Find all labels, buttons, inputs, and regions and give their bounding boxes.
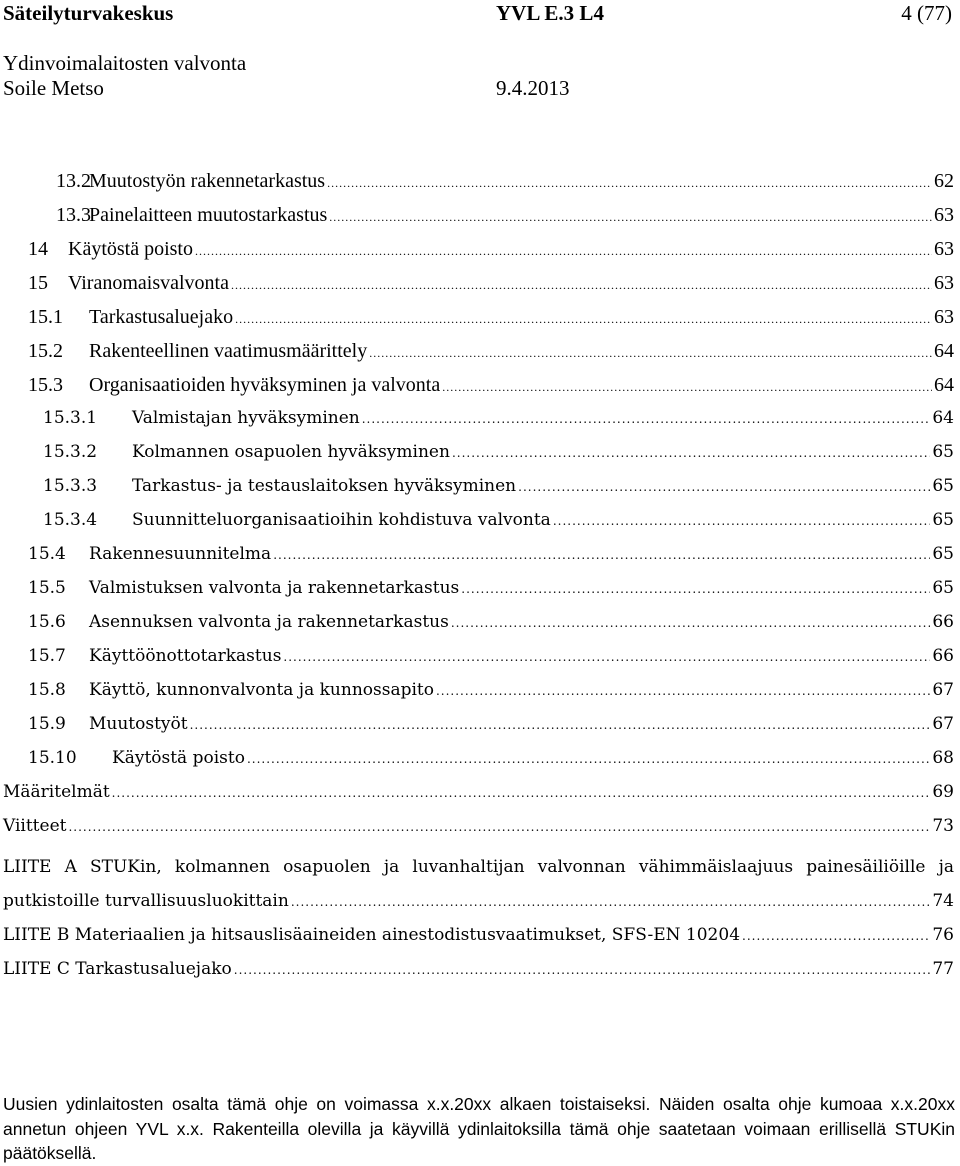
toc-entry-page: 63 — [934, 204, 954, 226]
toc-entry-page: 67 — [932, 680, 954, 700]
toc-dot-leader — [235, 312, 932, 327]
toc-entry[interactable] — [43, 476, 954, 510]
toc-dot-leader — [273, 548, 930, 562]
toc-entry[interactable] — [28, 374, 954, 408]
toc-entry-title: Organisaatioiden hyväksyminen ja valvonta — [89, 374, 441, 396]
toc-dot-leader — [190, 718, 931, 732]
toc-entry-title: Viitteet — [3, 816, 67, 836]
toc-dot-leader — [436, 684, 930, 698]
toc-entry-appendix-c[interactable] — [3, 952, 954, 986]
toc-entry-page: 77 — [932, 959, 954, 979]
toc-entry-page: 65 — [932, 510, 954, 530]
toc-entry[interactable] — [28, 340, 954, 374]
toc-entry-page: 68 — [932, 748, 954, 768]
toc-entry[interactable] — [28, 748, 954, 782]
toc-entry-title: Suunnitteluorganisaatioihin kohdistuva valvonta — [132, 510, 551, 530]
toc-entry-number: 15.7 — [28, 646, 66, 666]
toc-entry-page: 73 — [932, 816, 954, 836]
toc-entry[interactable] — [43, 408, 954, 442]
toc-entry-title: Tarkastus- ja testauslaitoksen hyväksyminen — [132, 476, 517, 496]
toc-entry[interactable] — [56, 204, 954, 238]
header-author: Soile Metso — [3, 76, 104, 100]
toc-entry-page: 63 — [934, 238, 954, 260]
toc-dot-leader — [231, 278, 932, 293]
toc-entry[interactable] — [28, 238, 954, 272]
toc-entry-page: 63 — [934, 306, 954, 328]
toc-entry-page: 66 — [932, 646, 954, 666]
toc-dot-leader — [68, 820, 930, 834]
header-guide-id: YVL E.3 L4 — [496, 1, 604, 25]
toc-entry-number: 13.3 — [56, 204, 91, 226]
toc-entry-page: 69 — [932, 782, 954, 802]
toc-entry-page: 63 — [934, 272, 954, 294]
toc-entry-number: 15.8 — [28, 680, 66, 700]
toc-entry[interactable] — [28, 646, 954, 680]
toc-dot-leader — [247, 752, 930, 766]
toc-entry-title: Valmistuksen valvonta ja rakennetarkastus — [89, 578, 460, 598]
toc-dot-leader — [234, 953, 931, 987]
toc-entry[interactable] — [28, 680, 954, 714]
toc-entry-title: Kolmannen osapuolen hyväksyminen — [132, 442, 450, 462]
toc-entry-title: Valmistajan hyväksyminen — [132, 408, 360, 428]
header-unit: Ydinvoimalaitosten valvonta — [3, 51, 247, 75]
toc-entry-title: Muutostyöt — [89, 714, 188, 734]
toc-entry-number: 14 — [28, 238, 48, 260]
toc-entry-page: 62 — [934, 170, 954, 192]
toc-entry-number: 15.3 — [28, 374, 63, 396]
toc-dot-leader — [452, 446, 930, 460]
toc-dot-leader — [291, 885, 931, 919]
toc-entry[interactable] — [28, 306, 954, 340]
toc-dot-leader — [112, 786, 931, 800]
header-date: 9.4.2013 — [496, 76, 570, 100]
toc-entry-number: 15.4 — [28, 544, 66, 564]
toc-entry[interactable] — [3, 782, 954, 816]
toc-entry[interactable] — [43, 442, 954, 476]
toc-entry-number: 15.3.2 — [43, 442, 98, 462]
toc-entry-title: Asennuksen valvonta ja rakennetarkastus — [89, 612, 449, 632]
toc-entry-title: Rakennesuunnitelma — [89, 544, 272, 564]
toc-entry-page: 64 — [932, 408, 954, 428]
toc-entry-number: 13.2 — [56, 170, 91, 192]
toc-entry-page: 65 — [932, 578, 954, 598]
header-organization: Säteilyturvakeskus — [3, 1, 174, 25]
toc-entry-title: Tarkastusaluejako — [89, 306, 234, 328]
toc-entry-title: Painelaitteen muutostarkastus — [89, 204, 328, 226]
toc-entry-page: 64 — [934, 340, 954, 362]
toc-entry-page: 65 — [932, 442, 954, 462]
toc-entry-number: 15.2 — [28, 340, 63, 362]
toc-dot-leader — [362, 412, 931, 426]
toc-entry-title: Muutostyön rakennetarkastus — [89, 170, 326, 192]
toc-entry-appendix-a[interactable] — [3, 850, 954, 918]
header-page-number: 4 (77) — [901, 1, 952, 25]
toc-entry-number: 15 — [28, 272, 48, 294]
toc-dot-leader — [742, 919, 930, 953]
toc-entry-title: Käytöstä poisto — [112, 748, 245, 768]
validity-note: Uusien ydinlaitosten osalta tämä ohje on voimassa x.x.20xx alkaen toistaiseksi. Näiden osalta ohje kumoaa x.x.20xx annetun ohjeen YVL x.x. Rakenteilla olevilla ja käyvillä ydinlaitoksilla tämä ohje saatetaan voimaan erillisellä STUKin päätöksellä. — [3, 1094, 955, 1163]
toc-dot-leader — [329, 210, 932, 225]
toc-entry-page: 74 — [932, 891, 954, 911]
toc-dot-leader — [461, 582, 930, 596]
toc-dot-leader — [369, 346, 932, 361]
toc-entry-page: 64 — [934, 374, 954, 396]
toc-entry[interactable] — [28, 612, 954, 646]
toc-entry-page: 65 — [932, 544, 954, 564]
toc-entry-number: 15.3.3 — [43, 476, 98, 496]
toc-entry-number: 15.6 — [28, 612, 66, 632]
toc-entry-title-line1: LIITE A STUKin, kolmannen osapuolen ja luvanhaltijan valvonnan vähimmäislaajuus painesäiliöille ja — [3, 857, 954, 877]
toc-entry-page: 76 — [932, 925, 954, 945]
toc-entry-title: Määritelmät — [3, 782, 110, 802]
toc-entry-number: 15.5 — [28, 578, 66, 598]
toc-dot-leader — [195, 244, 932, 259]
toc-entry-number: 15.3.4 — [43, 510, 98, 530]
toc-entry[interactable] — [43, 510, 954, 544]
toc-entry[interactable] — [28, 544, 954, 578]
toc-entry-page: 66 — [932, 612, 954, 632]
toc-entry-title: LIITE B Materiaalien ja hitsauslisäaineiden ainestodistusvaatimukset, SFS-EN 10204 — [3, 925, 741, 945]
toc-dot-leader — [451, 616, 931, 630]
toc-entry-title: Viranomaisvalvonta — [68, 272, 229, 294]
toc-entry[interactable] — [28, 578, 954, 612]
toc-entry-number: 15.9 — [28, 714, 66, 734]
toc-entry-title: Käyttöönottotarkastus — [89, 646, 282, 666]
toc-entry-page: 67 — [932, 714, 954, 734]
toc-entry-title-line2: putkistoille turvallisuusluokittain — [3, 891, 289, 911]
toc-entry[interactable] — [28, 272, 954, 306]
toc-dot-leader — [553, 514, 931, 528]
toc-entry-title: LIITE C Tarkastusaluejako — [3, 959, 232, 979]
toc-entry-title: Rakenteellinen vaatimusmäärittely — [89, 340, 368, 362]
toc-entry[interactable] — [56, 170, 954, 204]
toc-entry[interactable] — [3, 816, 954, 850]
toc-entry-number: 15.3.1 — [43, 408, 98, 428]
toc-entry-number: 15.1 — [28, 306, 63, 328]
toc-entry-title: Käytöstä poisto — [68, 238, 193, 260]
toc-dot-leader — [327, 176, 932, 191]
toc-entry-page: 65 — [932, 476, 954, 496]
toc-dot-leader — [518, 480, 930, 494]
toc-dot-leader — [442, 380, 932, 395]
toc-entry-title: Käyttö, kunnonvalvonta ja kunnossapito — [89, 680, 434, 700]
toc-entry-appendix-b[interactable] — [3, 918, 954, 952]
toc-dot-leader — [283, 650, 930, 664]
toc-entry[interactable] — [28, 714, 954, 748]
toc-entry-number: 15.10 — [28, 748, 77, 768]
